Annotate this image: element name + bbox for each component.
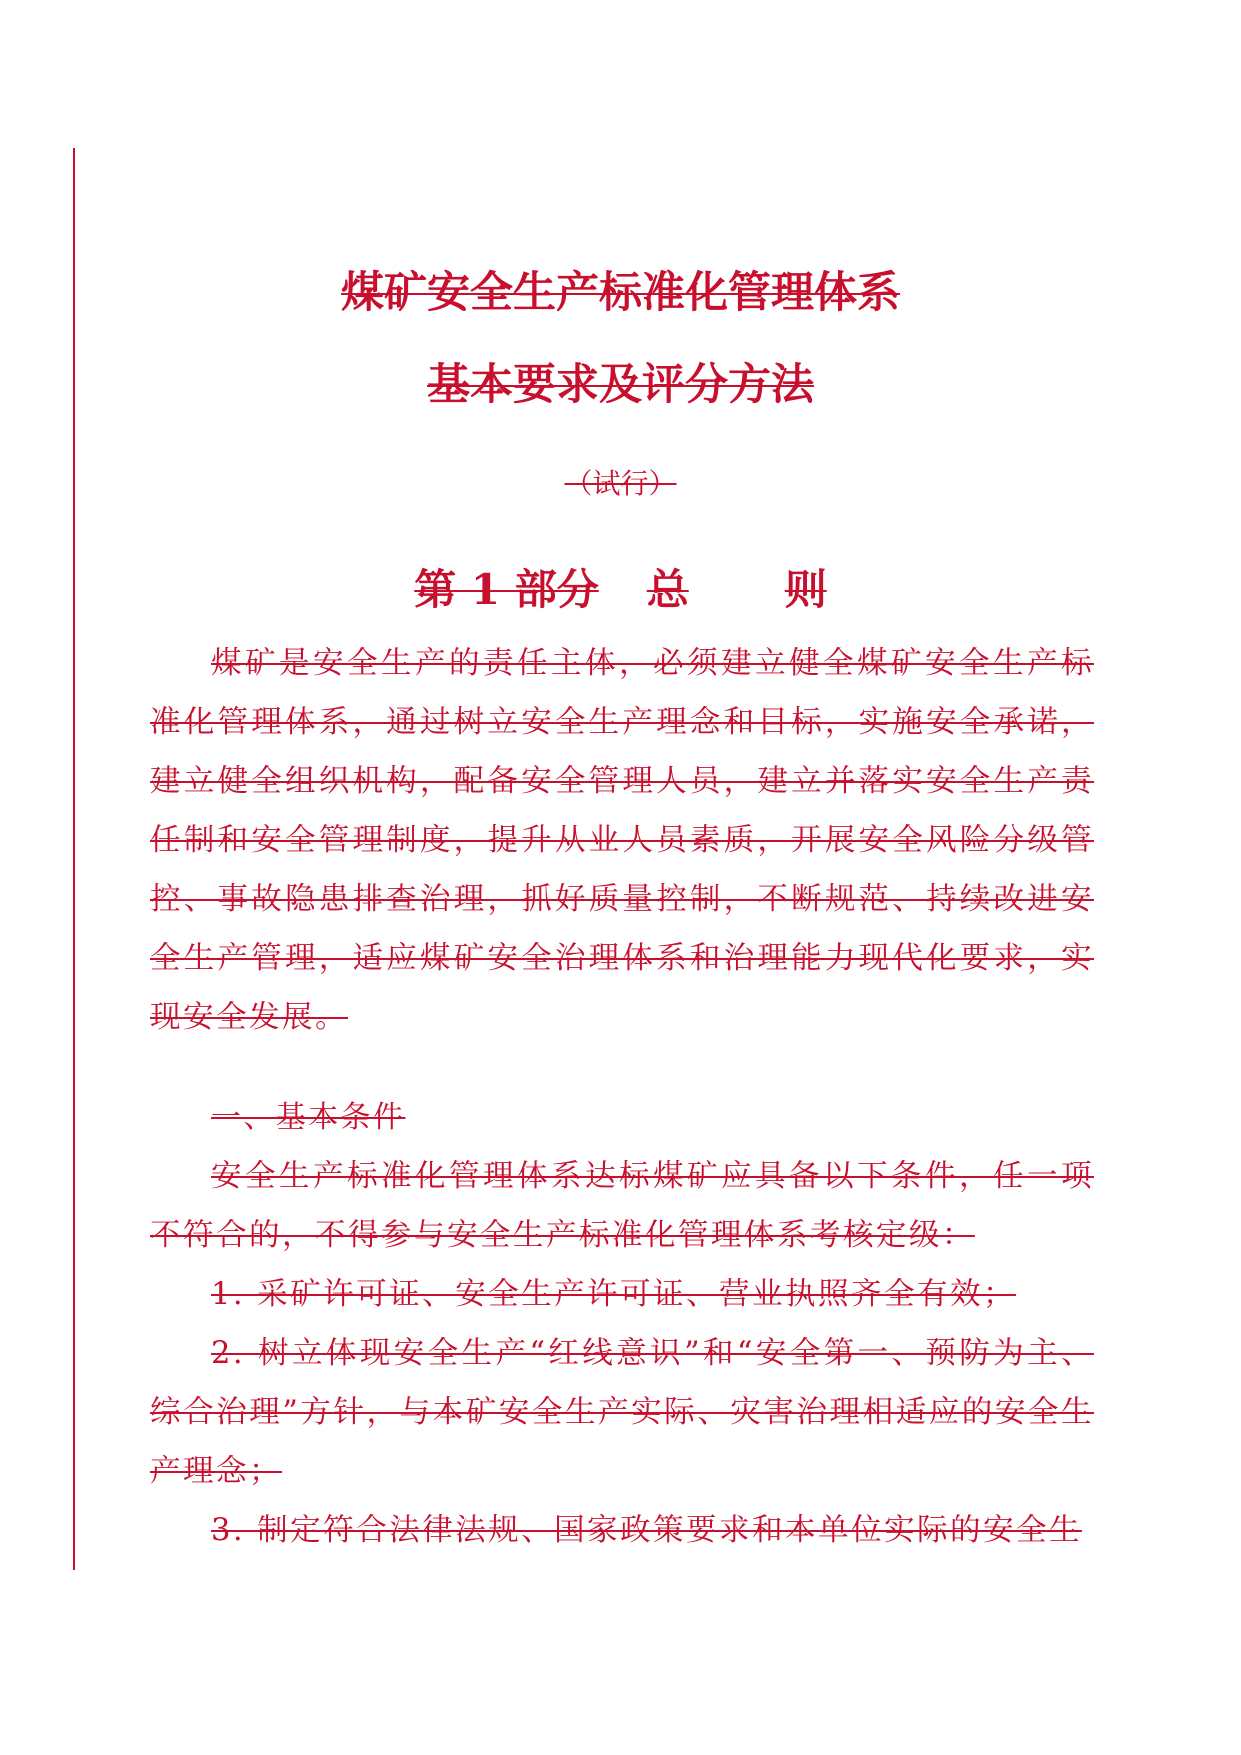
conditions-intro-paragraph: 安全生产标准化管理体系达标煤矿应具备以下条件，任一项不符合的，不得参与安全生产标准化管理体系考核定级：	[150, 1159, 1094, 1253]
part-name-char2: 则	[784, 565, 827, 614]
section-heading-basic-conditions: 一、基本条件	[211, 1100, 406, 1135]
part-heading	[0, 557, 1241, 617]
part-name-char1: 总	[646, 565, 689, 614]
condition-item-2: 2. 树立体现安全生产“红线意识”和“安全第一、预防为主、综合治理”方针，与本矿安全生产实际、灾害治理相适应的安全生产理念；	[150, 1336, 1094, 1489]
document-title-line1: 煤矿安全生产标准化管理体系	[341, 268, 900, 318]
condition-item-1: 1. 采矿许可证、安全生产许可证、营业执照齐全有效；	[211, 1277, 1016, 1312]
document-title-line2: 基本要求及评分方法	[427, 360, 814, 410]
intro-paragraph: 煤矿是安全生产的责任主体，必须建立健全煤矿安全生产标准化管理体系，通过树立安全生产理念和目标，实施安全承诺，建立健全组织机构，配备安全管理人员，建立并落实安全生产责任制和安全管理制度，提升从业人员素质，开展安全风险分级管控、事故隐患排查治理，抓好质量控制，不断规范、持续改进安全生产管理，适应煤矿安全治理体系和治理能力现代化要求，实现安全发展。	[150, 646, 1094, 1035]
revision-change-bar	[73, 148, 75, 1570]
part-number: 第 1 部分	[414, 565, 599, 614]
document-subtitle: （试行）	[564, 467, 677, 500]
condition-item-3: 3. 制定符合法律法规、国家政策要求和本单位实际的安全生	[211, 1513, 1082, 1548]
